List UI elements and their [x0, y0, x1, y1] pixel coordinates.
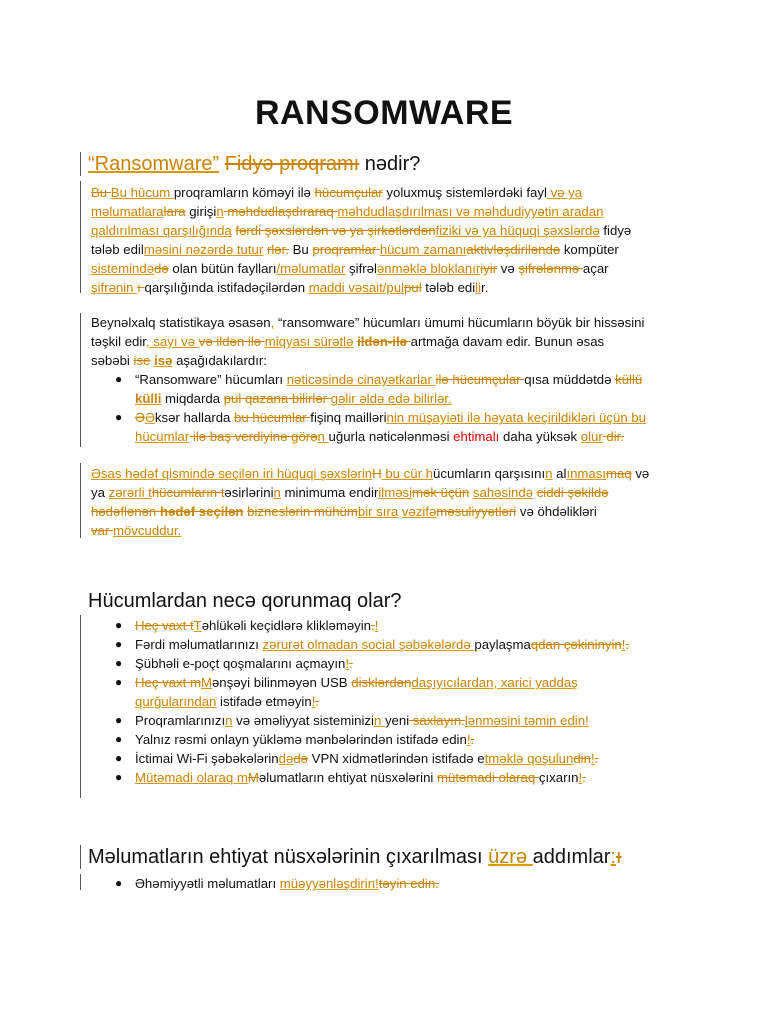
- deleted-text: ı: [137, 280, 145, 295]
- text-run: “ransomware” hücumları ümumi hücumların böyük bir hissəsini: [274, 315, 645, 330]
- deleted-text: Bu: [91, 185, 111, 200]
- deleted-text: .: [582, 770, 586, 785]
- inserted-text: , sayı və: [145, 334, 199, 349]
- change-bar: [80, 874, 81, 890]
- text-run: minimuma endir: [280, 485, 379, 500]
- text-run: şifrəl: [345, 261, 377, 276]
- inserted-text: :: [610, 846, 616, 868]
- inserted-text: məlumatlara: [91, 204, 164, 219]
- inserted-text: !: [345, 656, 350, 671]
- text-run: istifadə etməyin: [216, 694, 312, 709]
- list-item: [91, 749, 691, 768]
- inserted-text: şifrənin: [91, 280, 138, 295]
- list-item: [91, 389, 691, 408]
- list-item: [91, 692, 691, 711]
- deleted-text: bizneslərin mühüm: [247, 504, 358, 519]
- inserted-text: !: [590, 751, 595, 766]
- deleted-text: .: [349, 656, 353, 671]
- inserted-text: də: [278, 751, 294, 766]
- list-item: [91, 635, 691, 654]
- text-line: [91, 464, 685, 483]
- paragraph-definition: [91, 183, 685, 297]
- deleted-text: hücumların t: [151, 485, 225, 500]
- inserted-text: lənməsini təmin edin!: [464, 713, 589, 728]
- text-line: [91, 278, 685, 297]
- inserted-text: sahəsində: [472, 485, 534, 500]
- inserted-text: zərərli t: [108, 485, 152, 500]
- text-line: [91, 521, 685, 540]
- deleted-text: ise: [133, 353, 151, 368]
- text-run: və əməliyyat sisteminizi: [232, 713, 374, 728]
- deleted-text: hücumçular: [314, 185, 383, 200]
- text-run: əlumatların ehtiyat nüsxələrini: [258, 770, 437, 785]
- inserted-text: sistemində: [91, 261, 155, 276]
- bullet-icon: ●: [115, 770, 123, 784]
- text-run: Əhəmiyyətli məlumatları: [135, 876, 280, 891]
- text-run: əsirlərini: [224, 485, 274, 500]
- inserted-text: n: [273, 485, 281, 500]
- text-run: miqdarda: [161, 391, 224, 406]
- inserted-text: nin müşayiəti ilə həyata keçirildikləri üçün bu: [386, 410, 646, 425]
- list-item: [91, 427, 691, 446]
- text-run: ehtimalı: [453, 429, 500, 444]
- change-bar: [80, 615, 81, 798]
- list-item: [91, 654, 691, 673]
- list-item: [91, 768, 691, 787]
- deleted-text: məhdudlaşdıraraq: [223, 204, 338, 219]
- inserted-text: külli: [135, 391, 162, 406]
- reasons-list: [91, 370, 691, 446]
- inserted-text: müəyyənləşdirin!: [279, 876, 379, 891]
- text-run: Hücumlardan necə qorunmaq olar?: [88, 590, 402, 612]
- text-line: [91, 259, 685, 278]
- text-run: artmağa davam edir. Bunun əsas: [410, 334, 605, 349]
- inserted-text: ilməsi: [378, 485, 413, 500]
- text-run: Beynəlxalq statistikaya əsasən: [91, 315, 271, 330]
- inserted-text: n: [317, 429, 329, 444]
- inserted-text: məsini nəzərdə tutur: [143, 242, 264, 257]
- change-bar: [80, 181, 81, 293]
- inserted-text: maddi vəsait/pul: [308, 280, 405, 295]
- text-run: və: [497, 261, 519, 276]
- text-run: fidyə: [599, 223, 632, 238]
- text-run: təşkil edir: [91, 334, 146, 349]
- inserted-text: ənməklə bloklanır: [376, 261, 481, 276]
- bullet-icon: ●: [115, 675, 123, 689]
- inserted-text: Əsas hədəf qismində seçilən iri hüquqi şəxslərin: [91, 466, 373, 481]
- deleted-text: .: [371, 618, 375, 633]
- text-line: [91, 183, 685, 202]
- heading-protection: [88, 588, 402, 614]
- inserted-text: olur: [580, 429, 603, 444]
- text-run: addımlar: [532, 846, 611, 868]
- inserted-text: n: [216, 204, 224, 219]
- text-run: əhlükəli keçidlərə klikləməyin: [201, 618, 372, 633]
- inserted-text: bir sıra: [357, 504, 399, 519]
- deleted-text: şifrələnmə: [518, 261, 583, 276]
- inserted-text: li: [475, 280, 482, 295]
- deleted-text: lara: [163, 204, 186, 219]
- backup-steps-list: [91, 874, 691, 893]
- inserted-text: zərurət olmadan social şəbəkələrdə: [262, 637, 475, 652]
- paragraph-targets: [91, 464, 685, 540]
- deleted-text: pul qazana bilirlər: [223, 391, 331, 406]
- document-title: RANSOMWARE: [254, 94, 514, 132]
- change-bar: [80, 152, 81, 176]
- text-run: çıxarın: [538, 770, 579, 785]
- deleted-text: qdan çəkininyin: [530, 637, 622, 652]
- inserted-text: tməklə qoşulun: [484, 751, 574, 766]
- deleted-text: Heç vaxt t: [135, 618, 194, 633]
- text-run: və öhdəlikləri: [516, 504, 597, 519]
- deleted-text: disklərdən: [351, 675, 412, 690]
- deleted-text: ilə hücumçular: [435, 372, 525, 387]
- text-run: olan bütün faylları: [168, 261, 277, 276]
- deleted-text: mütəmadi olaraq: [437, 770, 539, 785]
- text-run: qısa müddətdə: [524, 372, 616, 387]
- text-run: ksər hallarda: [154, 410, 235, 425]
- text-run: yeni: [384, 713, 410, 728]
- inserted-text: ,: [270, 315, 275, 330]
- inserted-text: ınması: [566, 466, 607, 481]
- list-item: [91, 616, 691, 635]
- bullet-icon: ●: [115, 618, 123, 632]
- heading-what-is: [88, 151, 420, 177]
- inserted-text: nəticəsində cinayətkarlar: [286, 372, 436, 387]
- inserted-text: Bu hücum: [110, 185, 174, 200]
- deleted-text: H: [372, 466, 382, 481]
- inserted-text: mövcuddur.: [112, 523, 182, 538]
- deleted-text: təyin edin.: [378, 876, 439, 891]
- text-run: paylaşma: [474, 637, 531, 652]
- text-run: Şübhəli e-poçt qoşmalarını açmayın: [135, 656, 346, 671]
- deleted-text: hədəf seçilən: [159, 504, 244, 519]
- bullet-icon: ●: [115, 656, 123, 670]
- deleted-text: var: [91, 523, 113, 538]
- inserted-text: fiziki və ya hüquqi şəxslərdə: [435, 223, 600, 238]
- inserted-text: gəlir əldə edə bilirlər.: [330, 391, 452, 406]
- inserted-text: n: [225, 713, 233, 728]
- inserted-text: qurğularından: [135, 694, 217, 709]
- text-line: [91, 221, 685, 240]
- text-line: [91, 240, 685, 259]
- inserted-text: vəzifə: [401, 504, 437, 519]
- deleted-text: iyir: [480, 261, 498, 276]
- text-run: Bu: [288, 242, 313, 257]
- deleted-text: .: [315, 694, 320, 709]
- inserted-text: !: [621, 637, 626, 652]
- inserted-text: !: [466, 732, 471, 747]
- inserted-text: !: [374, 618, 379, 633]
- deleted-text: ı: [616, 846, 622, 868]
- inserted-text: və ya: [546, 185, 583, 200]
- text-line: [91, 502, 685, 521]
- deleted-text: saxlayın.: [409, 713, 465, 728]
- text-run: ya: [91, 485, 109, 500]
- deleted-text: məsuliyyətləri: [436, 504, 517, 519]
- inserted-text: !: [311, 694, 316, 709]
- inserted-text: isə: [154, 353, 173, 368]
- deleted-text: proqramlar: [312, 242, 380, 257]
- deleted-text: M: [247, 770, 259, 785]
- deleted-text: maq: [606, 466, 632, 481]
- deleted-text: Ə: [135, 410, 145, 425]
- text-run: açar: [582, 261, 609, 276]
- change-bar: [80, 463, 81, 538]
- text-run: aşağıdakılardır:: [172, 353, 267, 368]
- bullet-icon: ●: [115, 410, 123, 424]
- inserted-text: n: [373, 713, 385, 728]
- deleted-text: ilə baş verdiyinə görə: [189, 429, 318, 444]
- heading-backup-steps: [88, 844, 622, 870]
- text-run: VPN xidmətlərindən istifadə e: [307, 751, 485, 766]
- inserted-text: Ə: [144, 410, 155, 425]
- text-line: [91, 202, 685, 221]
- deleted-text: mək üçün: [412, 485, 470, 500]
- text-run: fişinq mailləri: [310, 410, 387, 425]
- inserted-text: daşıyıcılardan, xarici yaddaş: [411, 675, 578, 690]
- text-run: Proqramlarınızı: [135, 713, 226, 728]
- list-item: [91, 711, 691, 730]
- text-run: Fərdi məlumatlarınızı: [135, 637, 263, 652]
- inserted-text: məhdudlaşdırılması və məhdudiyyətin aradan: [337, 204, 604, 219]
- deleted-text: ciddi şəkildə: [536, 485, 609, 500]
- deleted-text: fərdi şəxslərdən və ya şirkətlərdən: [235, 223, 436, 238]
- inserted-text: M: [200, 675, 212, 690]
- list-item: [91, 673, 691, 692]
- text-run: tələb edi: [421, 280, 476, 295]
- bullet-icon: ●: [115, 751, 123, 765]
- bullet-icon: ●: [115, 372, 123, 386]
- deleted-text: din: [573, 751, 591, 766]
- deleted-text: Fidyə proqramı: [224, 153, 360, 175]
- list-item: [91, 408, 691, 427]
- bullet-icon: ●: [115, 637, 123, 651]
- text-run: proqramların köməyi ilə: [173, 185, 315, 200]
- list-item: [91, 730, 691, 749]
- deleted-text: aktivləşdiriləndə: [466, 242, 561, 257]
- deleted-text: Heç vaxt m: [135, 675, 201, 690]
- deleted-text: və ildən ilə: [198, 334, 265, 349]
- text-run: qarşılığında istifadəçilərdən: [144, 280, 309, 295]
- text-run: səbəbi: [91, 353, 134, 368]
- deleted-text: də: [154, 261, 169, 276]
- deleted-text: .: [470, 732, 475, 747]
- deleted-text: pul: [404, 280, 422, 295]
- text-run: Məlumatların ehtiyat nüsxələrinin çıxarılması: [88, 846, 489, 868]
- text-run: Yalnız rəsmi onlayn yükləmə mənbələrindən istifadə edin: [135, 732, 467, 747]
- inserted-text: Mütəmadi olaraq m: [135, 770, 248, 785]
- list-item: [91, 874, 691, 893]
- text-run: nədir?: [359, 153, 421, 175]
- text-run: yoluxmuş sistemlərdəki fayl: [382, 185, 547, 200]
- deleted-text: dir.: [602, 429, 624, 444]
- list-item: [91, 370, 691, 389]
- text-run: girişi: [185, 204, 217, 219]
- deleted-text: .: [594, 751, 599, 766]
- text-run: kompüter: [560, 242, 619, 257]
- protection-list: [91, 616, 691, 787]
- bullet-icon: ●: [115, 876, 123, 890]
- inserted-text: !: [578, 770, 583, 785]
- deleted-text: hədəflənən: [91, 504, 160, 519]
- text-line: [91, 483, 685, 502]
- inserted-text: /məlumatlar: [276, 261, 346, 276]
- bullet-icon: ●: [115, 732, 123, 746]
- deleted-text: küllü: [615, 372, 643, 387]
- text-run: uğurla nəticələnməsi: [328, 429, 454, 444]
- inserted-text: T: [193, 618, 202, 633]
- inserted-text: hücumlar: [135, 429, 190, 444]
- text-run: al: [552, 466, 567, 481]
- deleted-text: bu hücumlar: [234, 410, 311, 425]
- inserted-text: bu cür h: [381, 466, 434, 481]
- text-line: [91, 332, 685, 351]
- inserted-text: miqyası sürətlə: [264, 334, 354, 349]
- deleted-text: rlər.: [266, 242, 289, 257]
- text-line: [91, 351, 685, 370]
- inserted-text: n: [545, 466, 553, 481]
- inserted-text: qaldırılması qarşılığında: [91, 223, 232, 238]
- change-bar: [80, 313, 81, 447]
- change-bar: [80, 845, 81, 869]
- text-run: İctimai Wi-Fi şəbəkələrin: [135, 751, 279, 766]
- paragraph-statistics: [91, 313, 685, 370]
- bullet-icon: ●: [115, 713, 123, 727]
- inserted-text: hücum zamanı: [379, 242, 467, 257]
- text-line: [91, 313, 685, 332]
- text-run: ücumların qarşısını: [433, 466, 546, 481]
- text-run: və: [631, 466, 650, 481]
- text-run: ənşəyi bilinməyən USB: [211, 675, 352, 690]
- inserted-text: üzrə: [488, 846, 533, 868]
- inserted-text: “Ransomware”: [88, 153, 220, 175]
- text-run: “Ransomware” hücumları: [135, 372, 287, 387]
- text-run: r.: [481, 280, 489, 295]
- text-run: daha yüksək: [499, 429, 581, 444]
- text-run: tələb edil: [91, 242, 144, 257]
- deleted-text: də: [293, 751, 308, 766]
- deleted-text: .: [625, 637, 630, 652]
- deleted-text: ildən-ilə: [357, 334, 411, 349]
